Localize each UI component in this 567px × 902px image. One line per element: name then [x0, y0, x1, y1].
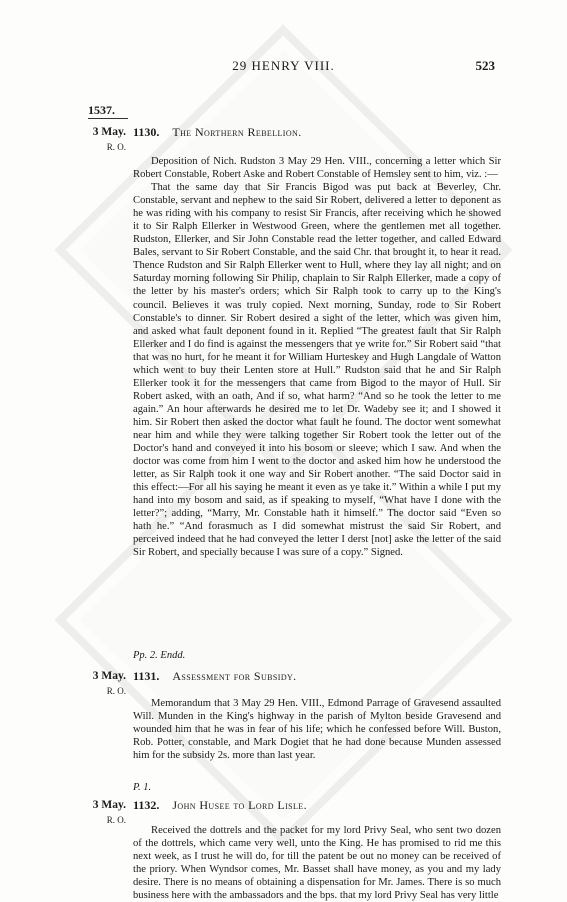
entry-number: 1131.: [133, 669, 160, 683]
entry-source: R. O.: [106, 815, 126, 825]
entry-heading: [133, 798, 307, 813]
entry-number: 1130.: [133, 125, 160, 139]
entry-number: 1132.: [133, 798, 160, 812]
running-head: [0, 58, 567, 78]
entry-body: [133, 155, 501, 559]
entry-source: R. O.: [106, 686, 126, 696]
entry-heading: [133, 669, 297, 684]
entry-date: 3 May.: [92, 799, 126, 811]
year-rule: [88, 118, 128, 119]
entry-title: Assessment for Subsidy.: [172, 669, 297, 683]
entry-margin: [66, 125, 126, 154]
entry-date: 3 May.: [92, 670, 126, 682]
entry-note: P. 1.: [133, 782, 152, 793]
entry-title: John Husee to Lord Lisle.: [172, 798, 307, 812]
entry-paragraph: Memorandum that 3 May 29 Hen. VIII., Edmond Parrage of Gravesend assaulted Will. Munden in the King's highway in the parish of Mylton beside Gravesend and wounded him that he was in fear of his life; which he confessed before Will. Buston, Rob. Potter, constable, and Mark Dogiet that he had done because Munden assessed him for the subsidy 2s. more than last year.: [133, 698, 501, 762]
year-label: 1537.: [88, 103, 115, 117]
entry-margin: [66, 798, 126, 827]
entry-paragraph: Deposition of Nich. Rudston 3 May 29 Hen. VIII., concerning a letter which Sir Robert Constable, Robert Aske and Robert Constable of Hemsley sent to him, viz. :—: [133, 156, 501, 181]
entry-heading: [133, 125, 302, 140]
entry-body: [133, 697, 501, 762]
page-number: 523: [475, 58, 495, 73]
running-title: 29 HENRY VIII.: [232, 58, 335, 73]
entry-source: R. O.: [106, 142, 126, 152]
entry-note: Pp. 2. Endd.: [133, 650, 186, 661]
entry-title: The Northern Rebellion.: [172, 125, 302, 139]
entry-margin: [66, 669, 126, 698]
entry-paragraph: Received the dottrels and the packet for my lord Privy Seal, who sent two dozen of the dottrels, which came very well, unto the King. He has promised to rid me this next week, as I trust he will do, for till the patent be out no money can be received of the priory. When Wyndsor comes, Mr. Basset shall have money, as you and my lady desire. There is no means of obtaining a dispensation for Mr. James. There is so much business here with the ambassadors and the bps. that my lord Privy Seal has very little: [133, 825, 501, 902]
entry-body: [133, 824, 501, 902]
entry-paragraph: That the same day that Sir Francis Bigod was put back at Beverley, Chr. Constable, servant and nephew to the said Sir Robert, delivered a letter to deponent as he was riding with his company to resist Sir Francis, after receiving which he showed it to Sir Ralph Ellerker in Westwood Green, where the gentlemen met all together. Rudston, Ellerker, and Sir John Constable read the letter together, and called Edward Bales, servant to Sir Robert Constable, and the said Chr. that brought it, to hear it read. Thence Rudston and Sir Ralph Ellerker went to Hull, where they lay all night; and on Saturday morning following Sir Philip, chaplain to Sir Ralph Ellerker, made a copy of the letter by his master's orders; which Sir Ralph took to carry up to the King's council. Believes it was truly copied. Next morning, Sunday, rode to Sir Robert Constable's to dinner. Sir Robert desired a sight of the letter, which was given him, and asked what fault deponent found in it. Replied “The greatest fault that Sir Ralph Ellerker and I do find is against the messengers that ye write for.” Sir Robert said “that that was no hurt, for he meant it for William Hurteskey and Hugh Langdale of Watton which went to buy their Lenten store at Hull.” Rudston said that he and Sir Ralph Ellerker took it for the messengers that came from Bigod to the mayor of Hull. Sir Robert asked, with an oath, And if so, what harm? “And so he took the letter to me again.” An hour afterwards he desired me to let Dr. Wadeby see it; and I showed it him. Sir Robert then asked the doctor what fault he found. The doctor went somewhat near him and while they were talking together Sir Robert took the letter out of the Doctor's hand and conveyed it into his bosom or sleeve; which I saw. And when the doctor was come from him I went to the doctor and asked him how he understood the letter, as Sir Ralph took it one way and Sir Robert another. “The said Doctor said in this effect:—For all his saying he meant it even as ye take it.” Within a while I put my hand into my bosom and said, as if speaking to myself, “What have I done with the letter?”; adding, “Marry, Mr. Constable hath it himself.” The doctor said “Even so hath he.” “And forasmuch as I did somewhat mistrust the said Sir Robert, and perceived indeed that he had conveyed the letter I derst [not] aske the letter of the said Sir Robert, and specially because I was sure of a copy.” Signed.: [133, 182, 501, 559]
entry-date: 3 May.: [92, 126, 126, 138]
